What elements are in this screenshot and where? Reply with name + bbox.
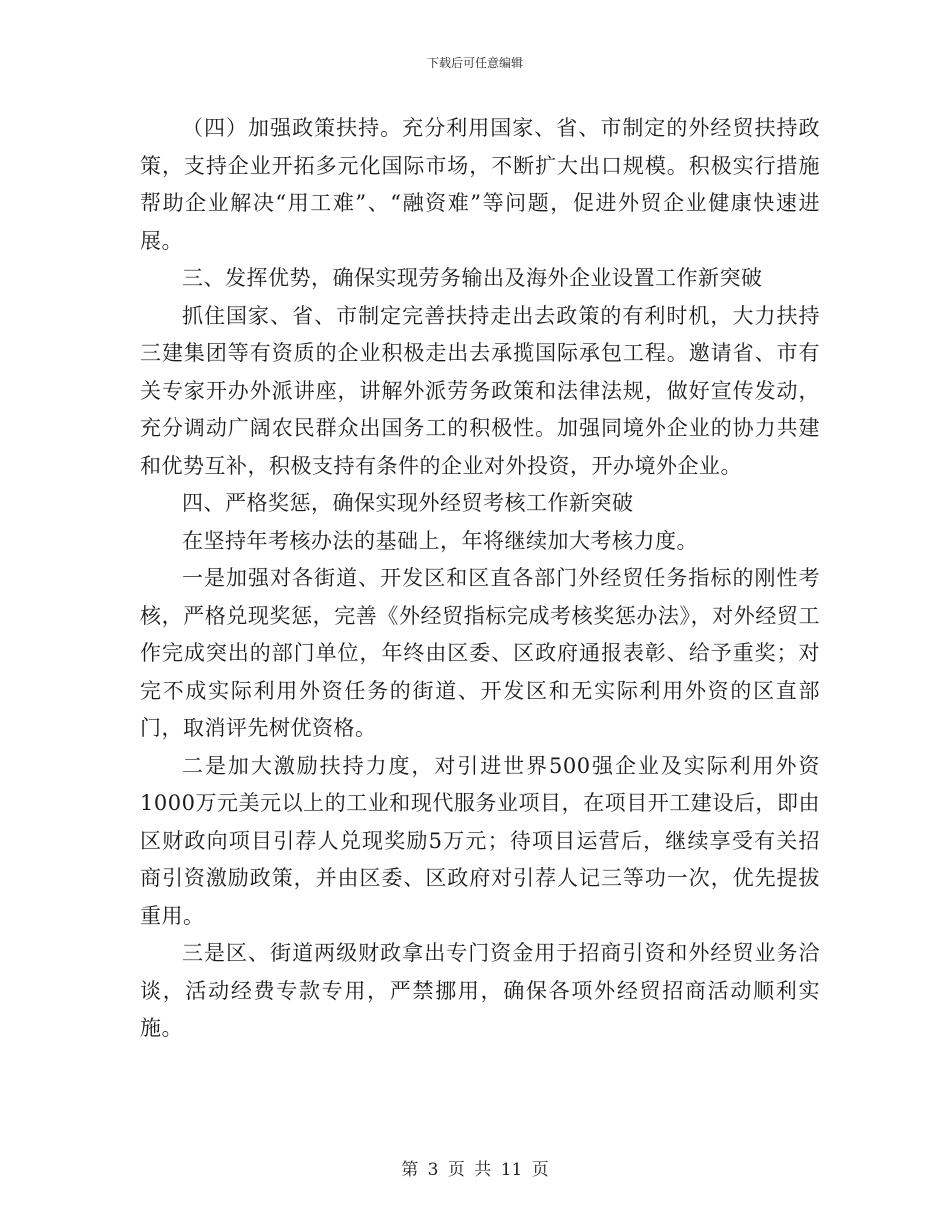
paragraph-policy-support: （四）加强政策扶持。充分利用国家、省、市制定的外经贸扶持政策，支持企业开拓多元化国际市场，不断扩大出口规模。积极实行措施帮助企业解决“用工难”、“融资难”等问题，促进外贸企业健康快速进展。 (140, 116, 820, 253)
paragraph-rigid-assessment: 一是加强对各街道、开发区和区直各部门外经贸任务指标的刚性考核，严格兑现奖惩，完善《外经贸指标完成考核奖惩办法》，对外经贸工作完成突出的部门单位，年终由区委、区政府通报表彰、给予重奖；对完不成实际利用外资任务的街道、开发区和无实际利用外资的区直部门，取消评先树优资格。 (140, 566, 820, 740)
page-number-footer: 第 3 页 共 11 页 (401, 1160, 549, 1180)
section-heading-assessment: 四、严格奖惩，确保实现外经贸考核工作新突破 (182, 491, 634, 515)
paragraph-assessment-intro: 在坚持年考核办法的基础上，年将继续加大考核力度。 (182, 528, 698, 553)
section-heading-labor-export: 三、发挥优势，确保实现劳务输出及海外企业设置工作新突破 (182, 266, 763, 290)
page-header: 下载后可任意编辑 (426, 56, 523, 70)
paragraph-incentives: 二是加大激励扶持力度，对引进世界500强企业及实际利用外资1000万元美元以上的工业和现代服务业项目，在项目开工建设后，即由区财政向项目引荐人兑现奖励5万元；待项目运营后，继续享受有关招商引资激励政策，并由区委、区政府对引荐人记三等功一次，优先提拔重用。 (140, 753, 820, 928)
paragraph-special-funds: 三是区、街道两级财政拿出专门资金用于招商引资和外经贸业务洽谈，活动经费专款专用，严禁挪用，确保各项外经贸招商活动顺利实施。 (140, 941, 820, 1040)
paragraph-going-abroad: 抓住国家、省、市制定完善扶持走出去政策的有利时机，大力扶持三建集团等有资质的企业积极走出去承揽国际承包工程。邀请省、市有关专家开办外派讲座，讲解外派劳务政策和法律法规，做好宣传发动，充分调动广阔农民群众出国务工的积极性。加强同境外企业的协力共建和优势互补，积极支持有条件的企业对外投资，开办境外企业。 (140, 303, 820, 478)
document-body (140, 110, 820, 1048)
